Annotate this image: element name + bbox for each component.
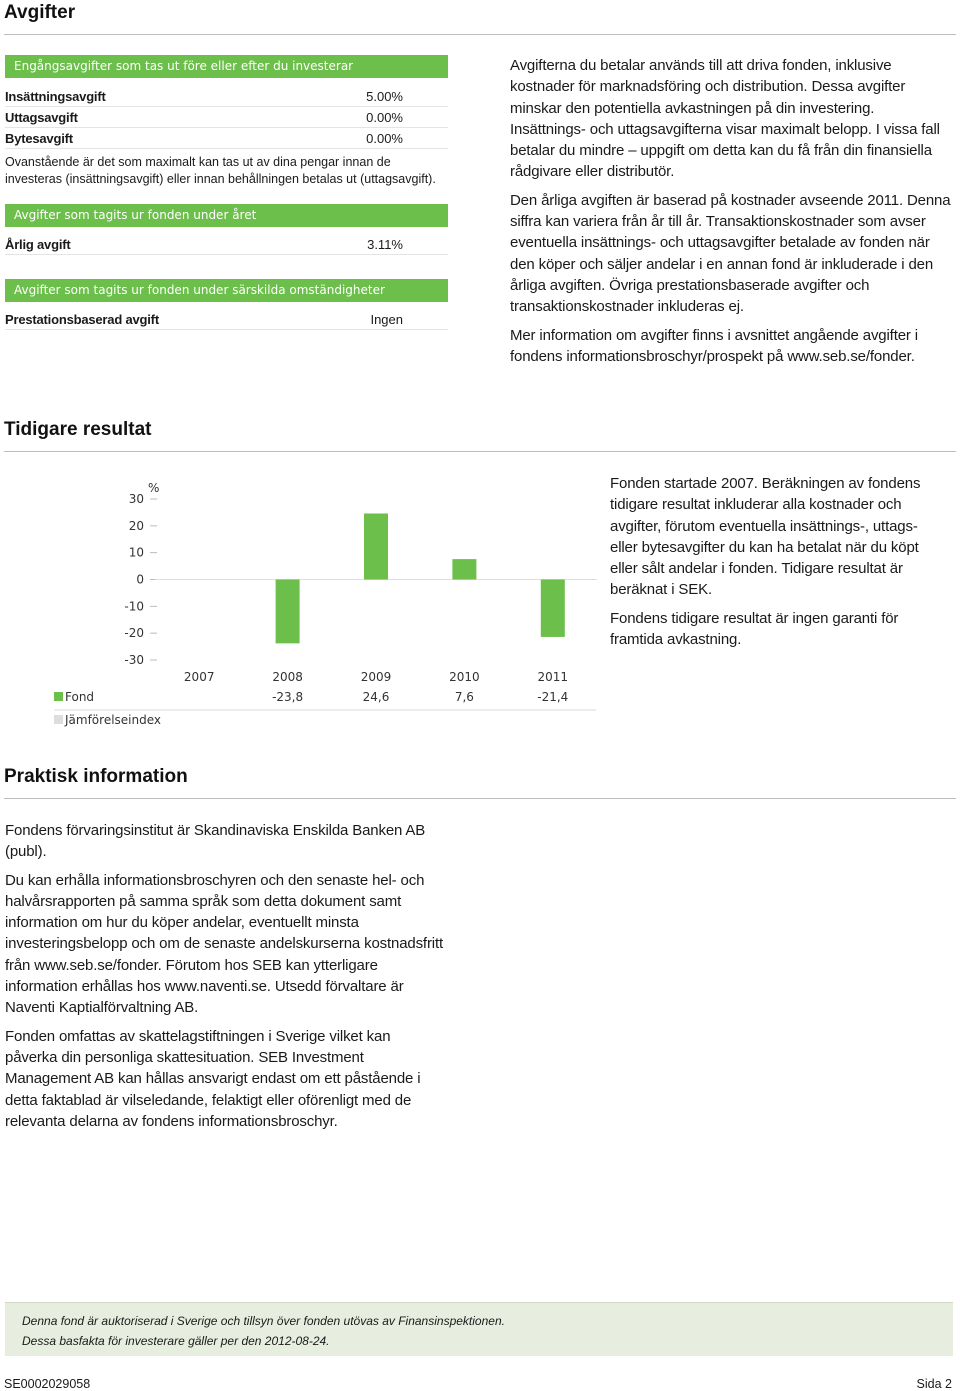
table-value-fond: -21,4 bbox=[537, 690, 569, 704]
special-fees-header: Avgifter som tagits ur fonden under särskilda omständigheter bbox=[5, 279, 448, 302]
section-divider bbox=[4, 34, 956, 35]
y-tick-label: -30 bbox=[124, 653, 144, 667]
bar-fond-2011 bbox=[541, 580, 565, 637]
legend-swatch-fond bbox=[54, 692, 63, 701]
row-divider bbox=[5, 127, 448, 128]
section-divider bbox=[4, 798, 956, 799]
row-divider bbox=[5, 106, 448, 107]
fees-explanation bbox=[510, 55, 954, 374]
x-tick-label: 2009 bbox=[360, 670, 392, 684]
past-performance-p1: Fonden startade 2007. Beräkningen av fondens tidigare resultat inkluderar alla kostnader och avgifter, förutom eventuella insättnings-, uttags- eller bytesavgifter du kan ha betalat när du köpt eller sålt andelar i fonden. Tidigare resultat är beräknat i SEK. bbox=[610, 475, 921, 599]
performance-fee-label: Prestationsbaserad avgift bbox=[5, 312, 159, 327]
legend-label-fond: Fond bbox=[65, 690, 95, 704]
y-tick-label: 30 bbox=[128, 492, 144, 506]
section-title-avgifter: Avgifter bbox=[4, 2, 76, 23]
section-divider bbox=[4, 451, 956, 452]
y-tick-label: 20 bbox=[128, 518, 144, 533]
table-value-fond: -23,8 bbox=[272, 690, 304, 704]
row-divider bbox=[5, 148, 448, 149]
performance-fee-value: Ingen bbox=[370, 312, 403, 327]
annual-fee-value: 3.11% bbox=[367, 237, 403, 252]
practical-p3: Fonden omfattas av skattelagstiftningen i Sverige vilket kan påverka din personliga skattesituation. SEB Investment Management AB kan hållas ansvarigt endast om ett påstående i detta faktablad är vilseledande, felaktigt eller oförenligt med de relevanta delarna av fondens informationsbroschyr. bbox=[5, 1027, 421, 1130]
footer-notice bbox=[5, 1302, 953, 1356]
fee-label: Uttagsavgift bbox=[5, 110, 78, 125]
practical-p1: Fondens förvaringsinstitut är Skandinaviska Enskilda Banken AB (publ). bbox=[5, 822, 426, 861]
fees-explanation-p1: Avgifterna du betalar används till att driva fonden, inklusive kostnader för marknadsföring och distribution. Dessa avgifter minskar den potentiella avkastningen på din investering. Insättnings- och uttagsavgifterna visar maximalt belopp. I vissa fall betalar du mindre – uppgift om detta kan du få från din finansiella rådgivare eller distributör. bbox=[510, 57, 940, 181]
past-performance-p2: Fondens tidigare resultat är ingen garanti för framtida avkastning. bbox=[610, 609, 899, 649]
fees-explanation-p3: Mer information om avgifter finns i avsnittet angående avgifter i fondens informationsbroschyr/prospekt på www.seb.se/fonder. bbox=[510, 326, 918, 365]
fee-label: Insättningsavgift bbox=[5, 89, 106, 104]
table-value-fond: 24,6 bbox=[362, 690, 390, 704]
past-performance-text bbox=[610, 473, 945, 657]
table-value-fond: 7,6 bbox=[454, 690, 474, 704]
fee-value: 5.00% bbox=[366, 89, 403, 104]
y-tick-label: 10 bbox=[128, 545, 144, 560]
annual-fees-header: Avgifter som tagits ur fonden under året bbox=[5, 204, 448, 227]
bar-fond-2010 bbox=[452, 559, 476, 579]
footer-line-validity: Dessa basfakta för investerare gäller per den 2012-08-24. bbox=[22, 1334, 330, 1348]
x-tick-label: 2011 bbox=[537, 670, 569, 684]
fee-value: 0.00% bbox=[366, 131, 403, 146]
x-tick-label: 2010 bbox=[449, 670, 480, 684]
annual-fee-label: Årlig avgift bbox=[5, 237, 71, 252]
row-divider bbox=[5, 329, 448, 330]
page-number: Sida 2 bbox=[916, 1377, 952, 1391]
fee-label: Bytesavgift bbox=[5, 131, 73, 146]
bar-fond-2009 bbox=[364, 513, 388, 579]
x-tick-label: 2008 bbox=[272, 670, 303, 684]
y-tick-label: -10 bbox=[124, 599, 144, 614]
y-tick-label: -20 bbox=[124, 626, 144, 641]
legend-swatch-index bbox=[54, 715, 63, 724]
row-divider bbox=[5, 254, 448, 255]
fees-note: Ovanstående är det som maximalt kan tas ut av dina pengar innan de investeras (insättningsavgift) eller innan behållningen betalas ut (uttagsavgift). bbox=[5, 155, 436, 186]
fees-explanation-p2: Den årliga avgiften är baserad på kostnader avseende 2011. Denna siffra kan variera från år till år. Transaktionskostnader som avser eventuella insättnings- och uttagsavgifter betalade av fonden när den köper och säljer andelar i en annan fond är inkluderade i den årliga avgiften. Övriga prestationsbaserade avgifter och transaktionskostnader inkluderas ej. bbox=[510, 191, 951, 316]
practical-p2: Du kan erhålla informationsbroschyren och den senaste hel- och halvårsrapporten på samma språk som detta dokument samt information om hur du köper andelar, eventuellt minsta investeringsbelopp och om de senaste andelskurserna kostnadsfritt från www.seb.se/fonder. Förutom hos SEB kan ytterligare information erhållas hos www.naventi.se. Utsedd förvaltare är Naventi Kaptialförvaltning AB. bbox=[5, 871, 444, 1017]
legend-label-index: Jämförelseindex bbox=[65, 713, 161, 727]
footer-line-authorisation: Denna fond är auktoriserad i Sverige och tillsyn över fonden utövas av Finansinspektionen. bbox=[22, 1314, 505, 1328]
past-performance-chart bbox=[0, 470, 600, 735]
section-title-past-performance: Tidigare resultat bbox=[4, 419, 152, 440]
practical-info bbox=[5, 820, 445, 1139]
fee-value: 0.00% bbox=[366, 110, 403, 125]
oneoff-fees-header: Engångsavgifter som tas ut före eller efter du investerar bbox=[5, 55, 448, 78]
bar-fond-2008 bbox=[276, 580, 300, 644]
y-tick-label: 0 bbox=[136, 572, 144, 587]
chart-unit-label: % bbox=[148, 481, 160, 495]
isin-code: SE0002029058 bbox=[4, 1377, 91, 1391]
x-tick-label: 2007 bbox=[183, 670, 215, 684]
section-title-practical: Praktisk information bbox=[4, 766, 188, 787]
